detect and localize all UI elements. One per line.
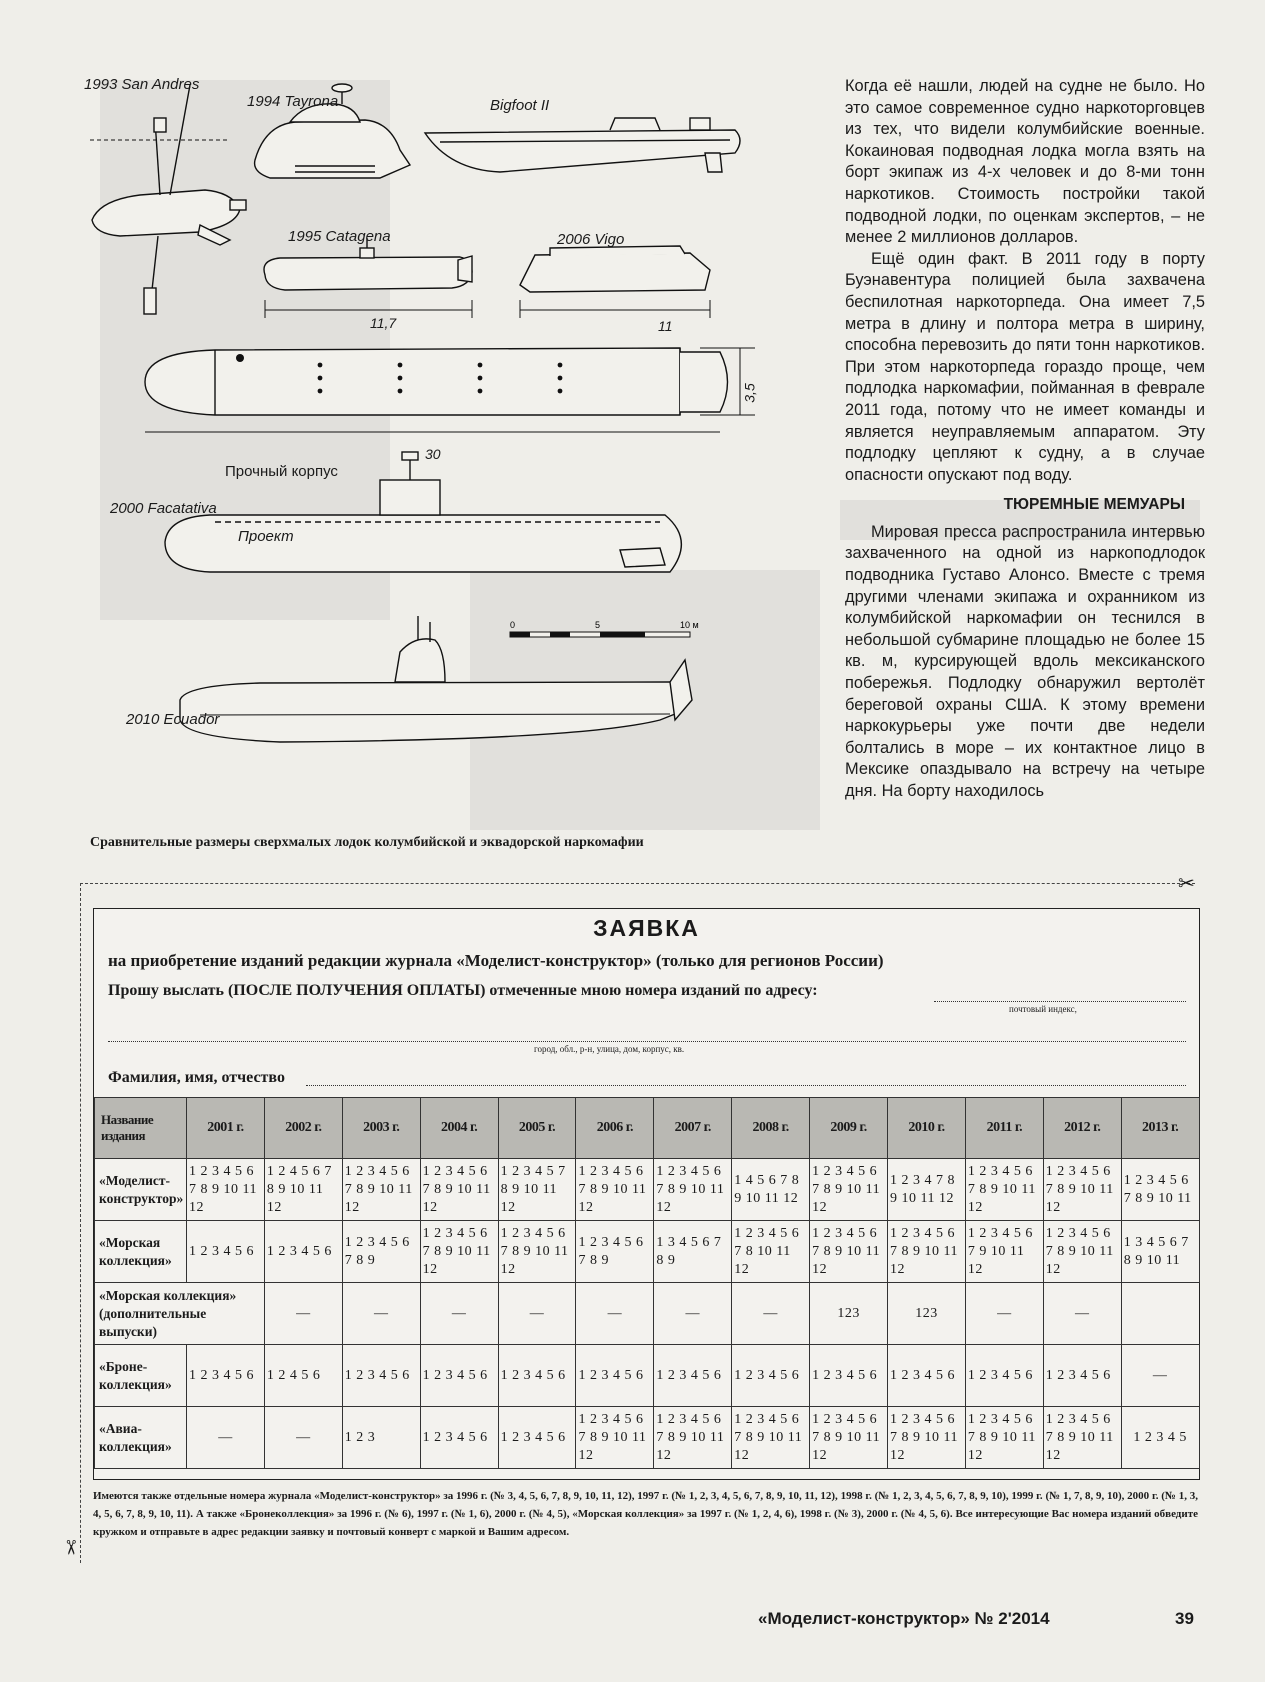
issue-cell[interactable]: 1 2 3 4 5 6 7 8 9 10 11 12 [654,1159,732,1221]
issue-cell[interactable]: 1 2 3 4 5 6 7 9 10 11 12 [965,1221,1043,1283]
row-name: «Броне-коллекция» [95,1345,187,1407]
label-catagena: 1995 Catagena [288,228,391,245]
submarine-comparison-figure [80,60,820,820]
vigo-drawing [520,246,710,318]
issue-cell[interactable]: 1 2 4 5 6 7 8 9 10 11 12 [264,1159,342,1221]
scale-end: 10 м [680,620,699,630]
issue-cell[interactable]: 1 2 3 4 5 6 7 8 9 10 11 12 [576,1159,654,1221]
issue-cell[interactable]: 1 2 3 4 5 6 7 8 9 10 11 12 [732,1407,810,1469]
figure-caption: Сравнительные размеры сверхмалых лодок колумбийской и эквадорской наркомафии [90,835,644,850]
row-name: «Морская коллекция» [95,1221,187,1283]
note-text: Имеются также отдельные номера журнала «Моделист-конструктор» за 1996 г. (№ 3, 4, 5, 6, 7, 8, 9, 10, 11, 12), 1997 г. (№ 1, 2, 3, 4, 5, 6, 7, 8, 9, 10, 11, 12), 1998 г. (№ 1, 2, 3, 4, 5, 6, 7, 8, 9, 10), 1999 г. (№ 1, 7, 8, 9, 10), 2000 г. (№ 1, 3, 4, 5, 6, 7, 8, 9, 10, 11). А также «Бронеколлекция» за 1996 г. (№ 6), 1997 г. (№ 1, 6), 2000 г. (№ 4, 5), «Морская коллекция» за 1997 г. (№ 1, 2, 4, 6), 1998 г. (№ 3), 2000 г. (№ 4, 5, 6). Все интересующие Вас номера изданий обведите кружком и отправьте в адрес редакции заявку и почтовый конверт с маркой и Вашим адресом. [93,1490,1198,1538]
header-year: 2001 г. [187,1098,265,1159]
issue-cell[interactable]: 1 2 3 4 5 6 [187,1345,265,1407]
article-paragraph: Ещё один факт. В 2011 году в порту Буэнавентура полицией была захвачена беспилотная наркоторпеда. Она имеет 7,5 метра в длину и полтора метра в ширину, способна перевозить до пяти тонн наркотиков. При этом наркоторпеда гораздо проще, чем подлодка наркомафии, пойманная в феврале 2011 года, потому что не имеет команды и является неуправляемым аппаратом. Эту подлодку цепляют к судну, а в случае опасности опускают под воду. [845,249,1205,484]
dim-vigo: 11 [658,318,673,334]
row-name: «Авиа-коллекция» [95,1407,187,1469]
issue-cell[interactable]: 1 2 3 4 5 6 7 8 9 10 11 [1121,1159,1199,1221]
issue-cell[interactable]: 1 2 3 4 5 6 7 8 9 10 11 12 [810,1221,888,1283]
issue-cell[interactable]: — [732,1283,810,1345]
label-facatativa: 2000 Facatativa [110,500,217,517]
issue-cell[interactable]: 1 2 3 4 5 6 [888,1345,966,1407]
table-row [95,1283,1200,1345]
header-year: 2005 г. [498,1098,576,1159]
issue-cell[interactable]: — [420,1283,498,1345]
label-tayrona: 1994 Tayrona [247,93,339,110]
name-label: Фамилия, имя, отчество [108,1069,285,1086]
dim-catagena: 11,7 [370,315,397,331]
issue-cell[interactable]: 1 2 3 4 5 6 [498,1345,576,1407]
issue-cell[interactable]: 1 2 3 4 5 6 7 8 9 10 11 12 [888,1407,966,1469]
header-year: 2004 г. [420,1098,498,1159]
dim-project-length: 30 [425,446,441,462]
page-number: 39 [1175,1609,1194,1628]
address-hint: город, обл., р-н, улица, дом, корпус, кв. [534,1044,685,1054]
header-year: 2006 г. [576,1098,654,1159]
issue-cell[interactable]: 1 2 3 4 5 6 7 8 9 10 11 12 [888,1221,966,1283]
header-year: 2008 г. [732,1098,810,1159]
issue-cell[interactable]: 1 2 3 4 5 7 8 9 10 11 12 [498,1159,576,1221]
issue-cell[interactable]: 1 3 4 5 6 7 8 9 10 11 [1121,1221,1199,1283]
footer-magazine: «Моделист-конструктор» № 2'2014 [758,1609,1050,1628]
section-heading: ТЮРЕМНЫЕ МЕМУАРЫ [1003,496,1185,514]
issue-cell[interactable]: 1 2 3 4 5 [1121,1407,1199,1469]
label-proekt: Проект [238,528,294,545]
issue-cell[interactable]: 1 2 3 4 5 6 7 8 9 10 11 12 [1043,1221,1121,1283]
row-name: «Моделист-конструктор» [95,1159,187,1221]
scissors-icon: ✂ [1178,873,1195,895]
issue-cell[interactable]: 1 2 3 4 5 6 7 8 9 10 11 12 [654,1407,732,1469]
issue-cell[interactable]: 1 2 3 4 5 6 [420,1407,498,1469]
issue-cell[interactable]: — [342,1283,420,1345]
header-year: 2002 г. [264,1098,342,1159]
issue-cell[interactable]: 1 2 3 4 5 6 [576,1345,654,1407]
form-subtitle: на приобретение изданий редакции журнала «Моделист-конструктор» (только для регионов России) [108,951,884,970]
issues-table [94,1097,1200,1469]
article-paragraph: Когда её нашли, людей на судне не было. Но это самое современное судно наркоторговцев из тех, что видели колумбийские военные. Кокаиновая подводная лодка могла взять на борт экипаж из 4-х человек и до 8-ми тонн наркотиков. Стоимость постройки такой подводной лодки, по оценкам экспертов, – не менее 2 миллионов долларов. [845,77,1205,247]
header-year: 2010 г. [888,1098,966,1159]
issue-cell[interactable]: 1 2 3 [342,1407,420,1469]
header-year: 2012 г. [1043,1098,1121,1159]
issue-cell[interactable]: 1 2 3 4 5 6 7 8 9 10 11 12 [810,1407,888,1469]
article-column [845,76,1205,803]
issue-cell[interactable]: 1 2 3 4 5 6 [420,1345,498,1407]
order-form [93,908,1200,1480]
issue-cell[interactable]: 1 2 3 4 5 6 7 8 9 [576,1221,654,1283]
issue-cell[interactable]: — [264,1407,342,1469]
scale-bar [510,620,699,637]
issue-cell[interactable]: 1 2 3 4 5 6 7 8 9 10 11 12 [1043,1159,1121,1221]
catagena-drawing [264,238,472,318]
issue-cell[interactable]: 1 2 3 4 5 6 [187,1221,265,1283]
label-san-andres: 1993 San Andres [84,76,200,93]
issue-cell[interactable]: 1 2 3 4 7 8 9 10 11 12 [888,1159,966,1221]
issue-cell[interactable]: 1 2 4 5 6 [264,1345,342,1407]
header-year: 2003 г. [342,1098,420,1159]
postal-hint: почтовый индекс, [1009,1004,1077,1014]
issue-cell[interactable]: 1 2 3 4 5 6 7 8 9 10 11 12 [187,1159,265,1221]
issue-cell[interactable]: — [965,1283,1043,1345]
issue-cell[interactable]: 1 2 3 4 5 6 7 8 9 10 11 12 [498,1221,576,1283]
issue-cell[interactable]: — [1043,1283,1121,1345]
project-hull-drawing [145,348,755,432]
table-row [95,1159,1200,1221]
issue-cell[interactable]: 1 2 3 4 5 6 7 8 9 10 11 12 [420,1159,498,1221]
issue-cell[interactable]: 1 2 3 4 5 6 7 8 9 10 11 12 [576,1407,654,1469]
label-vigo: 2006 Vigo [557,231,625,248]
issue-cell[interactable]: 1 2 3 4 5 6 7 8 9 10 11 12 [810,1159,888,1221]
table-row [95,1345,1200,1407]
issue-cell[interactable]: — [654,1283,732,1345]
scissors-icon: ✂ [58,1539,81,1556]
cut-line-left [80,883,81,1563]
issue-cell[interactable]: 123 [810,1283,888,1345]
issue-cell[interactable]: 1 2 3 4 5 6 [965,1345,1043,1407]
label-bigfoot: Bigfoot II [490,97,550,114]
address-field-2[interactable] [108,1041,1186,1042]
table-row [95,1221,1200,1283]
issue-cell[interactable]: — [187,1407,265,1469]
issue-cell[interactable]: 1 2 3 4 5 6 7 8 9 10 11 12 [965,1407,1043,1469]
issue-cell[interactable]: 1 2 3 4 5 6 7 8 10 11 12 [732,1221,810,1283]
name-field[interactable] [306,1085,1186,1086]
issue-cell[interactable]: — [576,1283,654,1345]
issue-cell[interactable]: 1 2 3 4 5 6 [342,1345,420,1407]
bigfoot-drawing [425,118,740,172]
cut-line [80,883,1195,884]
label-hull: Прочный корпус [225,463,338,480]
issue-cell[interactable]: 1 2 3 4 5 6 [654,1345,732,1407]
row-name: «Морская коллекция» (дополнительные выпуски) [95,1283,265,1345]
issue-cell[interactable]: 1 2 3 4 5 6 [264,1221,342,1283]
issue-cell[interactable]: — [264,1283,342,1345]
dim-project-diameter: 3,5 [741,383,758,403]
form-request: Прошу выслать (ПОСЛЕ ПОЛУЧЕНИЯ ОПЛАТЫ) отмеченные мною номера изданий по адресу: [108,982,818,999]
san-andres-drawing [90,85,246,314]
issue-cell[interactable]: 1 2 3 4 5 6 7 8 9 [342,1221,420,1283]
table-row [95,1407,1200,1469]
issue-cell[interactable]: 1 2 3 4 5 6 [498,1407,576,1469]
issue-cell[interactable]: 1 2 3 4 5 6 [810,1345,888,1407]
header-year: 2013 г. [1121,1098,1199,1159]
header-year: 2009 г. [810,1098,888,1159]
address-field-1[interactable] [934,1001,1186,1002]
issues-header-row [95,1098,1200,1159]
issue-cell[interactable]: 1 2 3 4 5 6 [1043,1345,1121,1407]
issue-cell[interactable]: 1 3 4 5 6 7 8 9 [654,1221,732,1283]
issue-cell[interactable]: 1 2 3 4 5 6 7 8 9 10 11 12 [1043,1407,1121,1469]
issue-cell[interactable]: 1 2 3 4 5 6 7 8 9 10 11 12 [420,1221,498,1283]
scale-start: 0 [510,620,516,630]
header-name: Название издания [95,1098,187,1159]
issue-cell[interactable]: 1 2 3 4 5 6 7 8 9 10 11 12 [965,1159,1043,1221]
issue-cell[interactable]: — [498,1283,576,1345]
issue-cell[interactable]: 1 4 5 6 7 8 9 10 11 12 [732,1159,810,1221]
header-year: 2007 г. [654,1098,732,1159]
header-year: 2011 г. [965,1098,1043,1159]
issue-cell[interactable]: — [1121,1345,1199,1407]
article-paragraph: Мировая пресса распространила интервью захваченного на одной из наркоподлодок подводника Густаво Алонсо. Вместе с тремя другими членами экипажа и охранником из колумбийской наркомафии он теснился в небольшой субмарине площадью не более 15 кв. м, курсирующей вдоль мексиканского побережья. Подлодку обнаружил вертолёт береговой охраны США. К этому времени наркокурьеры уже почти две недели болтались в море – их контактное лицо в Мексике опаздывало на встречу на четыре дня. На борту находилось [845,522,1205,800]
issue-cell[interactable]: 1 2 3 4 5 6 [732,1345,810,1407]
form-title: ЗАЯВКА [593,915,700,941]
issue-cell[interactable]: 1 2 3 4 5 6 7 8 9 10 11 12 [342,1159,420,1221]
label-ecuador: 2010 Ecuador [126,711,220,728]
issue-cell[interactable]: 123 [888,1283,966,1345]
scale-mid: 5 [595,620,601,630]
